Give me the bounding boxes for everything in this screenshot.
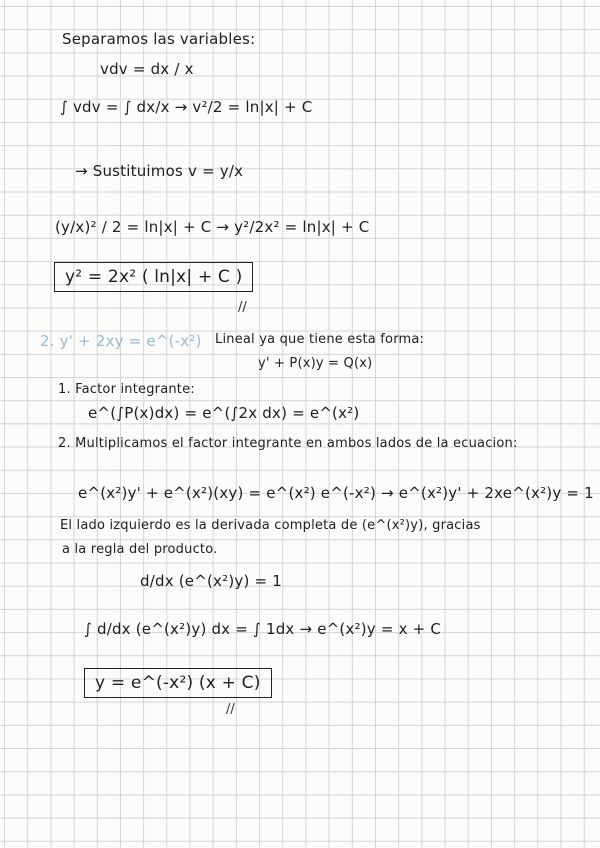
end-mark-1: // bbox=[238, 300, 247, 315]
note-line-multiplied-equation: e^(x²)y' + e^(x²)(xy) = e^(x²) e^(-x²) → e^(x²)y' + 2xe^(x²)y = 1 bbox=[78, 484, 594, 502]
note-line-integrate: ∫ d/dx (e^(x²)y) dx = ∫ 1dx → e^(x²)y = x + C bbox=[84, 620, 442, 638]
note-line-product-rule: a la regla del producto. bbox=[62, 542, 218, 557]
note-line-integrating-factor: 1. Factor integrante: bbox=[58, 382, 195, 397]
note-line-factor-value: e^(∫P(x)dx) = e^(∫2x dx) = e^(x²) bbox=[88, 404, 360, 422]
end-mark-2: // bbox=[226, 702, 235, 717]
note-line-multiply: 2. Multiplicamos el factor integrante en ambos lados de la ecuacion: bbox=[58, 436, 518, 451]
note-line-vdv: vdv = dx / x bbox=[100, 60, 194, 78]
boxed-result-1: y² = 2x² ( ln|x| + C ) bbox=[54, 262, 253, 292]
note-line-left-side: El lado izquierdo es la derivada completa de (e^(x²)y), gracias bbox=[60, 518, 481, 533]
boxed-result-2: y = e^(-x²) (x + C) bbox=[84, 668, 272, 698]
note-line-derivative: d/dx (e^(x²)y) = 1 bbox=[140, 572, 282, 590]
note-line-integral: ∫ vdv = ∫ dx/x → v²/2 = ln|x| + C bbox=[60, 98, 313, 116]
note-line-linear-form: y' + P(x)y = Q(x) bbox=[258, 356, 373, 371]
problem-2-statement: 2. y' + 2xy = e^(-x²) bbox=[40, 332, 202, 350]
note-line-separate-variables: Separamos las variables: bbox=[62, 30, 256, 48]
note-line-linear: Lineal ya que tiene esta forma: bbox=[215, 332, 425, 347]
note-line-substitute: → Sustituimos v = y/x bbox=[75, 162, 244, 180]
note-line-substituted-equation: (y/x)² / 2 = ln|x| + C → y²/2x² = ln|x| + C bbox=[55, 218, 370, 236]
